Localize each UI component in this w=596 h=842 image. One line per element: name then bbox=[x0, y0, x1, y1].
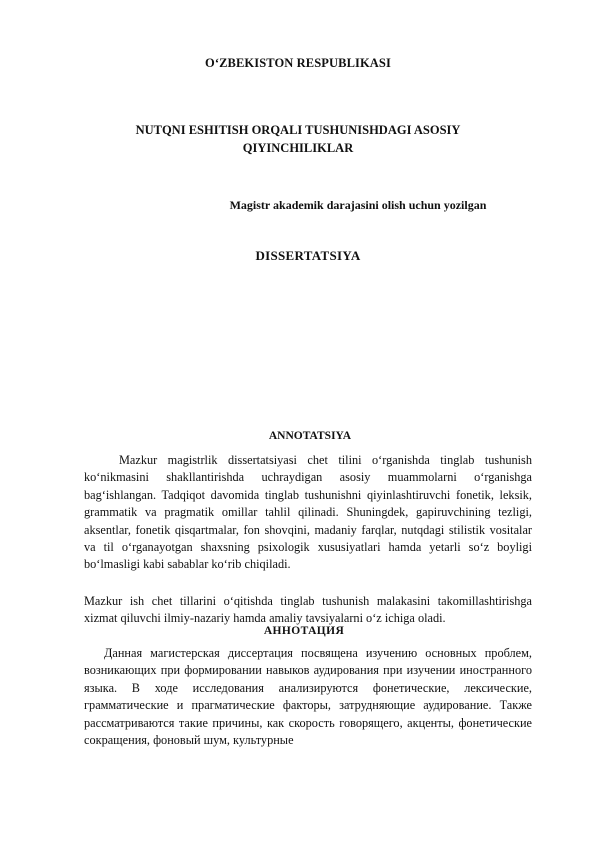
annotation-ru-paragraph-1: Данная магистерская диссертация посвящена изучению основных проблем, возникающих при формировании навыков аудирования при изучении иностранного языка. В ходе исследования анализируются фонетические, лексические, грамматические и прагматические факторы, затрудняющие аудирование. Также рассматриваются такие причины, как скорость говорящего, акценты, фонетические сокращения, фоновый шум, культурные bbox=[84, 646, 532, 748]
dissertation-title bbox=[0, 121, 596, 157]
degree-subtitle: Magistr akademik darajasini olish uchun yozilgan bbox=[229, 198, 487, 212]
annotation-uz-paragraph-1: Mazkur magistrlik dissertatsiyasi chet tilini o‘rganishda tinglab tushunish ko‘nikmasini shakllantirishda uchraydigan asosiy muammolarni o‘rganishga bag‘ishlangan. Tadqiqot davomida tinglab tushunishni qiyinlashtiruvchi fonetik, leksik, grammatik va pragmatik omillar tahlil qilinadi. Shuningdek, gapiruvchining tezligi, aksentlar, fonetik qisqartmalar, fon shovqini, madaniy farqlar, nutqdagi stilistik vositalar va til o‘rganayotgan shaxsning psixologik xususiyatlari hamda yetarli so‘z boyligi bo‘lmasligi kabi sabablar ko‘rib chiqiladi. bbox=[84, 453, 532, 572]
annotation-ru-heading: АННОТАЦИЯ bbox=[263, 625, 345, 637]
dissertation-title-text: NUTQNI ESHITISH ORQALI TUSHUNISHDAGI ASOSIY QIYINCHILIKLAR bbox=[135, 123, 461, 155]
document-type: DISSERTATSIYA bbox=[255, 248, 361, 263]
annotation-uz-paragraph-2: Mazkur ish chet tillarini o‘qitishda tinglab tushunish malakasini takomillashtirishga xizmat qiluvchi ilmiy-nazariy hamda amaliy tavsiyalarni o‘z ichiga oladi. bbox=[84, 594, 532, 626]
annotation-uz-heading: ANNOTATSIYA bbox=[268, 430, 352, 442]
republic-heading: O‘ZBEKISTON RESPUBLIKASI bbox=[205, 56, 391, 70]
